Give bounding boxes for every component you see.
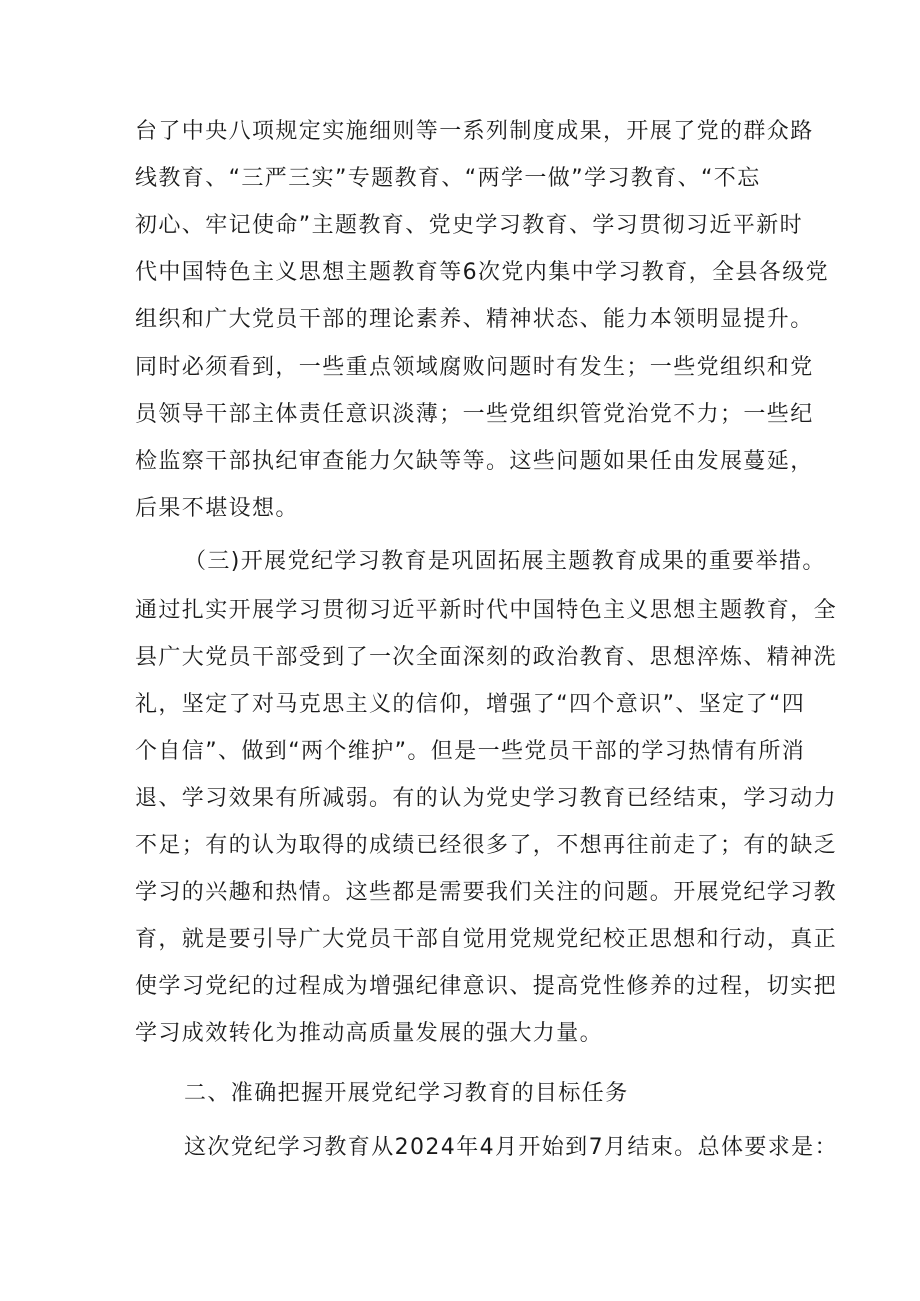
paragraph-line: 同时必须看到，一些重点领域腐败问题时有发生；一些党组织和党 xyxy=(135,355,814,380)
paragraph-line: 学习的兴趣和热情。这些都是需要我们关注的问题。开展党纪学习教 xyxy=(135,880,838,905)
paragraph-line: 检监察干部执纪审查能力欠缺等等。这些问题如果任由发展蔓延， xyxy=(135,449,814,474)
paragraph-line: 学习成效转化为推动高质量发展的强大力量。 xyxy=(135,1021,604,1046)
paragraph-line: 台了中央八项规定实施细则等一系列制度成果，开展了党的群众路 xyxy=(135,119,814,144)
paragraph-line: 礼，坚定了对马克思主义的信仰，增强了“四个意识”、坚定了“四 xyxy=(135,692,806,717)
paragraph-line: 育，就是要引导广大党员干部自觉用党规党纪校正思想和行动，真正 xyxy=(135,927,838,952)
paragraph-line: 员领导干部主体责任意识淡薄；一些党组织管党治党不力；一些纪 xyxy=(135,402,814,427)
paragraph-line: 线教育、“三严三实”专题教育、“两学一做”学习教育、“不忘 xyxy=(135,166,761,191)
paragraph-line: 代中国特色主义思想主题教育等6次党内集中学习教育，全县各级党 xyxy=(135,260,829,285)
paragraph-line: 不足；有的认为取得的成绩已经很多了，不想再往前走了；有的缺乏 xyxy=(135,833,838,858)
paragraph-line: 通过扎实开展学习贯彻习近平新时代中国特色主义思想主题教育，全 xyxy=(135,598,838,623)
paragraph-line: （三)开展党纪学习教育是巩固拓展主题教育成果的重要举措。 xyxy=(184,549,826,574)
paragraph-line: 初心、牢记使命”主题教育、党史学习教育、学习贯彻习近平新时 xyxy=(135,213,803,238)
paragraph-line: 退、学习效果有所减弱。有的认为党史学习教育已经结束，学习动力 xyxy=(135,786,838,811)
section-heading: 二、准确把握开展党纪学习教育的目标任务 xyxy=(184,1081,629,1106)
paragraph-line: 组织和广大党员干部的理论素养、精神状态、能力本领明显提升。 xyxy=(135,307,814,332)
paragraph-line: 这次党纪学习教育从2024年4月开始到7月结束。总体要求是： xyxy=(184,1135,838,1160)
paragraph-line: 后果不堪设想。 xyxy=(135,496,299,521)
paragraph-line: 使学习党纪的过程成为增强纪律意识、提高党性修养的过程，切实把 xyxy=(135,974,838,999)
paragraph-line: 县广大党员干部受到了一次全面深刻的政治教育、思想淬炼、精神洗 xyxy=(135,645,838,670)
paragraph-line: 个自信”、做到“两个维护”。但是一些党员干部的学习热情有所消 xyxy=(135,739,806,764)
